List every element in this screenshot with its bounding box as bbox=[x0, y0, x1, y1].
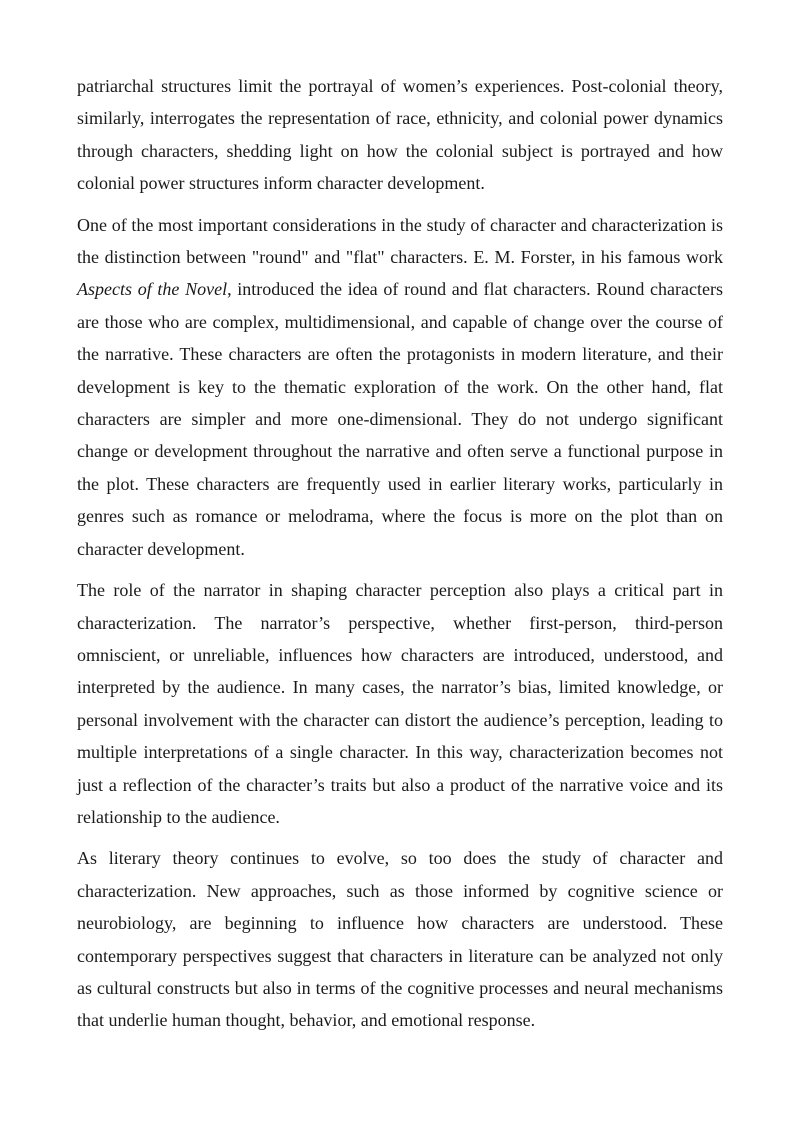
paragraph-2-rest: , introduced the idea of round and flat characters. Round characters are those who are complex, multidimensional, and capable of change over the course of the narrative. These characters are often the protagonists in modern literature, and their development is key to the thematic exploration of the work. On the other hand, flat characters are simpler and more one-dimensional. They do not undergo significant change or development throughout the narrative and often serve a functional purpose in the plot. These characters are frequently used in earlier literary works, particularly in genres such as romance or melodrama, where the focus is more on the plot than on character development. bbox=[77, 279, 723, 559]
body-text bbox=[77, 70, 723, 1046]
paragraph-1: patriarchal structures limit the portrayal of women’s experiences. Post-colonial theory, similarly, interrogates the representation of race, ethnicity, and colonial power dynamics through characters, shedding light on how the colonial subject is portrayed and how colonial power structures inform character development. bbox=[77, 76, 723, 194]
paragraph-2-lead: One of the most important considerations in the study of character and characterization is the distinction between "round" and "flat" characters. E. M. Forster, in his famous work bbox=[77, 214, 723, 268]
paragraph-2 bbox=[77, 209, 723, 565]
paragraph-4: As literary theory continues to evolve, so too does the study of character and characterization. New approaches, such as those informed by cognitive science or neurobiology, are beginning to influence how characters are understood. These contemporary perspectives suggest that characters in literature can be analyzed not only as cultural constructs but also in terms of the cognitive processes and neural mechanisms that underlie human thought, behavior, and emotional response. bbox=[77, 848, 723, 1031]
paragraph-3: The role of the narrator in shaping character perception also plays a critical part in characterization. The narrator’s perspective, whether first-person, third-person omniscient, or unreliable, influences how characters are introduced, understood, and interpreted by the audience. In many cases, the narrator’s bias, limited knowledge, or personal involvement with the character can distort the audience’s perception, leading to multiple interpretations of a single character. In this way, characterization becomes not just a reflection of the character’s traits but also a product of the narrative voice and its relationship to the audience. bbox=[77, 580, 723, 827]
book-title: Aspects of the Novel bbox=[77, 279, 228, 300]
